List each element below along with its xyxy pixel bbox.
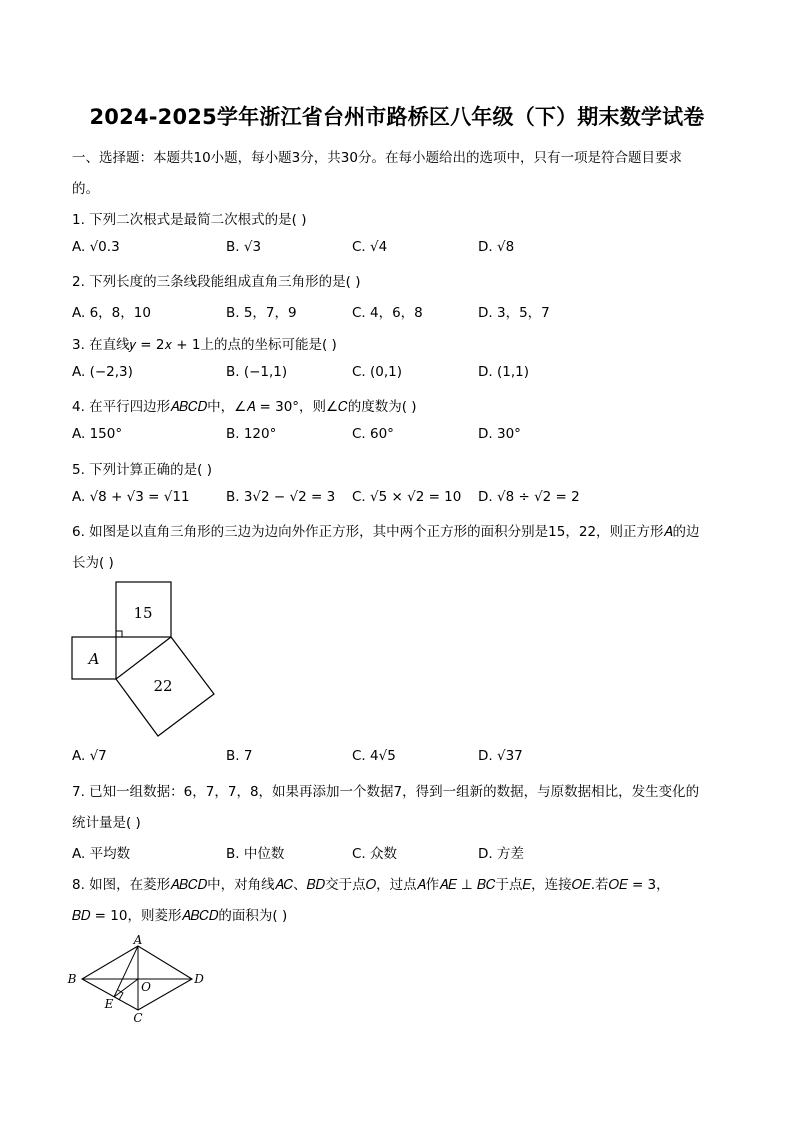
point-a-label: A: [133, 934, 143, 947]
question-5-option-a: A. √8 + √3 = √11: [72, 489, 190, 505]
question-7-option-c: C. 众数: [352, 846, 398, 862]
label-15: 15: [133, 604, 153, 622]
question-3-option-c: C. (0,1): [352, 364, 403, 380]
question-5-option-d: D. √8 ÷ √2 = 2: [478, 489, 580, 505]
question-2-option-c: C. 4，6，8: [352, 305, 423, 321]
question-4-option-d: D. 30°: [478, 426, 521, 442]
right-angle-mark: [116, 631, 122, 637]
question-3-stem: 3. 在直线𝑦 = 2𝑥 + 1上的点的坐标可能是( ): [72, 337, 337, 353]
question-8-stem-line1: 8. 如图，在菱形𝐴𝐵𝐶𝐷中，对角线𝐴𝐶、𝐵𝐷交于点𝑂，过点𝐴作𝐴𝐸 ⊥ 𝐵𝐶于点𝐸，连接𝑂𝐸.若𝑂𝐸 = 3，: [72, 877, 670, 893]
question-1-option-b: B. √3: [226, 239, 262, 255]
question-2-option-a: A. 6，8，10: [72, 305, 151, 321]
question-2-stem: 2. 下列长度的三条线段能组成直角三角形的是( ): [72, 274, 361, 290]
rhombus-abcd: [82, 946, 192, 1010]
question-5-option-c: C. √5 × √2 = 10: [352, 489, 462, 505]
question-4-option-b: B. 120°: [226, 426, 277, 442]
question-1-option-a: A. √0.3: [72, 239, 120, 255]
question-1-option-d: D. √8: [478, 239, 515, 255]
right-angle-mark-e: [118, 990, 123, 1000]
question-6-option-d: D. √37: [478, 748, 523, 764]
point-c-label: C: [133, 1011, 143, 1024]
page-title: 2024-2025学年浙江省台州市路桥区八年级（下）期末数学试卷: [89, 105, 705, 129]
question-1-option-c: C. √4: [352, 239, 388, 255]
question-6-option-b: B. 7: [226, 748, 253, 764]
point-o-label: O: [141, 980, 151, 994]
question-7-option-b: B. 中位数: [226, 846, 285, 862]
question-8-stem-line2: 𝐵𝐷 = 10，则菱形𝐴𝐵𝐶𝐷的面积为( ): [72, 908, 288, 924]
question-2-option-b: B. 5，7，9: [226, 305, 297, 321]
question-7-stem-line1: 7. 已知一组数据：6，7，7，8，如果再添加一个数据7，得到一组新的数据，与原数据相比，发生变化的: [72, 784, 700, 800]
label-22: 22: [153, 677, 173, 695]
question-5-stem: 5. 下列计算正确的是( ): [72, 462, 212, 478]
question-4-option-a: A. 150°: [72, 426, 123, 442]
question-6-stem-line1: 6. 如图是以直角三角形的三边为边向外作正方形，其中两个正方形的面积分别是15，22，则正方形𝐴的边: [72, 524, 700, 540]
question-6-option-c: C. 4√5: [352, 748, 396, 764]
section-instructions-line2: 的。: [72, 181, 99, 197]
question-6-stem-line2: 长为( ): [72, 555, 114, 571]
question-6-option-a: A. √7: [72, 748, 107, 764]
question-7-stem-line2: 统计量是( ): [72, 815, 141, 831]
question-3-option-a: A. (−2,3): [72, 364, 133, 380]
question-4-stem: 4. 在平行四边形𝐴𝐵𝐶𝐷中，∠𝐴 = 30°，则∠𝐶的度数为( ): [72, 399, 417, 415]
question-5-option-b: B. 3√2 − √2 = 3: [226, 489, 336, 505]
question-7-option-a: A. 平均数: [72, 846, 131, 862]
question-1-stem: 1. 下列二次根式是最简二次根式的是( ): [72, 212, 307, 228]
section-instructions-line1: 一、选择题：本题共10小题，每小题3分，共30分。在每小题给出的选项中，只有一项是符合题目要求: [72, 150, 682, 166]
question-3-option-d: D. (1,1): [478, 364, 529, 380]
segment-oe: [114, 979, 138, 997]
question-8-figure: [66, 934, 212, 1024]
point-b-label: B: [67, 972, 77, 986]
label-a: A: [88, 650, 100, 668]
point-d-label: D: [194, 972, 204, 986]
question-6-figure: [68, 578, 220, 762]
question-4-option-c: C. 60°: [352, 426, 394, 442]
question-3-option-b: B. (−1,1): [226, 364, 288, 380]
point-e-label: E: [104, 997, 114, 1011]
question-2-option-d: D. 3，5，7: [478, 305, 550, 321]
question-7-option-d: D. 方差: [478, 846, 524, 862]
